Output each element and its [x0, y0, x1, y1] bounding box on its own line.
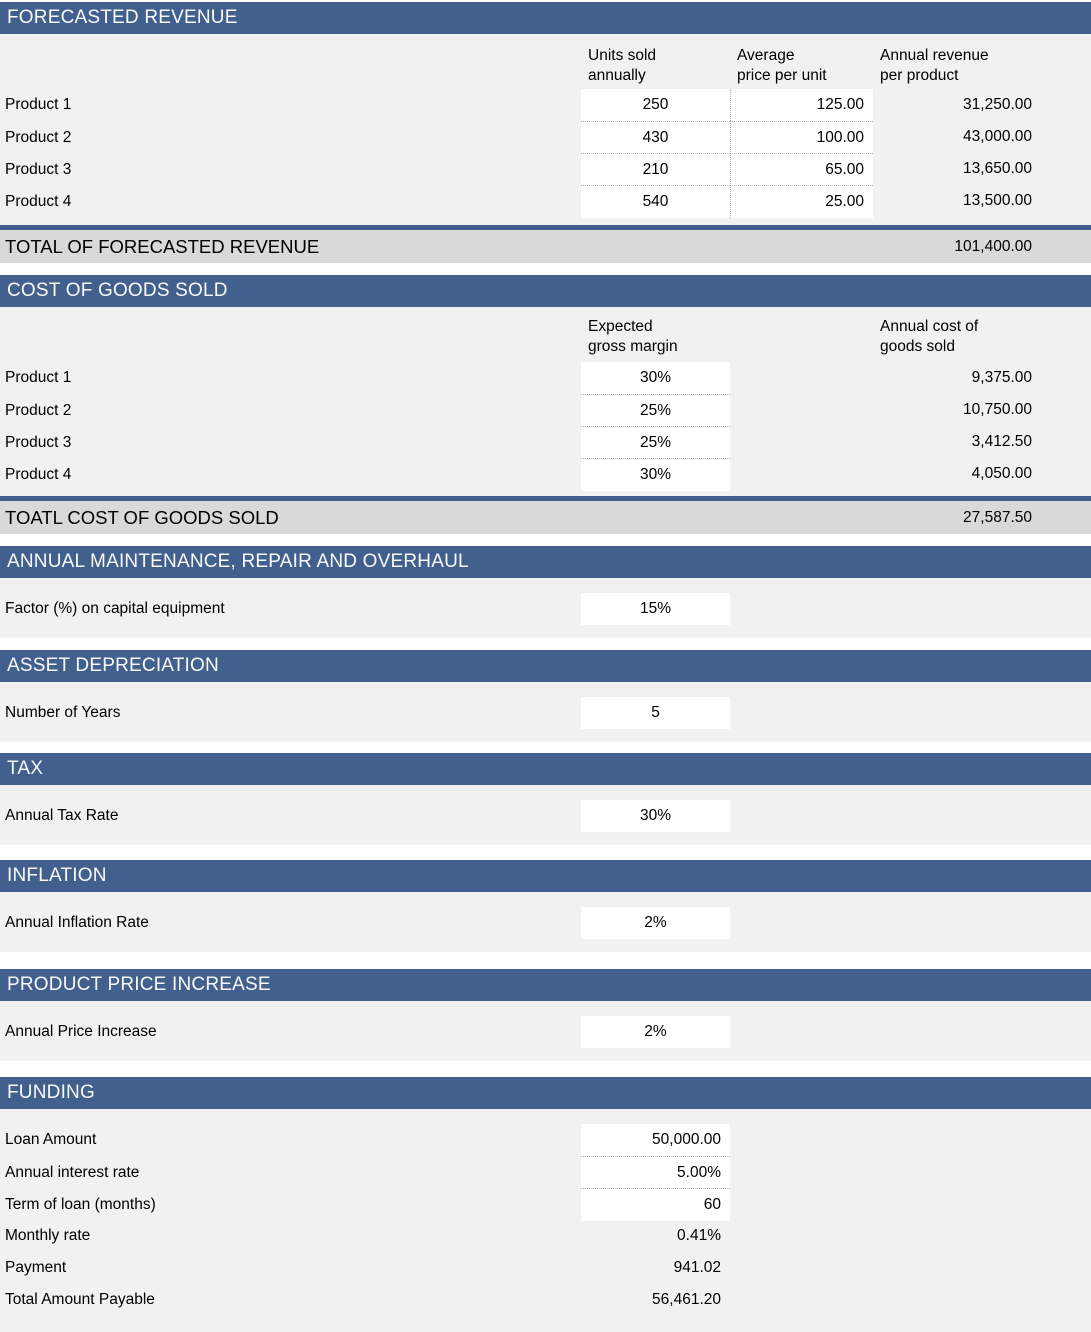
column-header-row: [0, 34, 1091, 89]
units-sold-cell[interactable]: 430: [581, 121, 730, 154]
section-cost-of-goods-sold: [0, 275, 1091, 496]
section-funding: [0, 1077, 1091, 1332]
annual-cost-value: 10,750.00: [963, 401, 1032, 418]
monthly-rate-value: 0.41%: [677, 1227, 721, 1244]
row-label: Product 3: [5, 160, 72, 178]
row-label: Annual Price Increase: [5, 1023, 157, 1040]
annual-tax-rate-cell[interactable]: 30%: [581, 800, 730, 832]
units-sold-cell[interactable]: 540: [581, 185, 730, 218]
column-header-annual-cost: Annual cost of goods sold: [880, 318, 979, 355]
section-header-annual-maintenance: [0, 546, 1091, 578]
table-row-product-3: [0, 153, 1091, 185]
row-label: Product 2: [5, 401, 72, 419]
table-row-number-of-years: [0, 697, 1091, 729]
total-label: TOATL COST OF GOODS SOLD: [5, 506, 279, 528]
section-asset-depreciation: [0, 650, 1091, 742]
row-label: Annual Inflation Rate: [5, 914, 149, 931]
section-header-inflation: [0, 860, 1091, 892]
price-per-unit-cell[interactable]: 65.00: [730, 153, 873, 186]
row-label: Product 1: [5, 369, 72, 386]
price-per-unit-cell[interactable]: 125.00: [730, 89, 873, 121]
maintenance-factor-cell[interactable]: 15%: [581, 593, 730, 625]
section-header-product-price-increase: [0, 969, 1091, 1001]
total-value: 101,400.00: [954, 237, 1032, 255]
section-annual-maintenance: [0, 546, 1091, 638]
section-product-price-increase: [0, 969, 1091, 1061]
section-title: COST OF GOODS SOLD: [7, 280, 228, 301]
section-inflation: [0, 860, 1091, 952]
annual-inflation-rate-cell[interactable]: 2%: [581, 907, 730, 939]
table-row-annual-inflation-rate: [0, 907, 1091, 939]
payment-value: 941.02: [673, 1259, 721, 1276]
table-row-product-4: [0, 185, 1091, 217]
annual-revenue-value: 43,000.00: [963, 128, 1032, 145]
row-label: Payment: [5, 1259, 67, 1276]
row-label: Product 2: [5, 128, 72, 146]
row-label: Number of Years: [5, 704, 121, 721]
total-label: TOTAL OF FORECASTED REVENUE: [5, 235, 320, 257]
column-header-annual-revenue: Annual revenue per product: [880, 47, 989, 84]
annual-cost-value: 4,050.00: [971, 465, 1032, 482]
table-row-product-2: [0, 121, 1091, 153]
table-row-monthly-rate: [0, 1220, 1091, 1252]
table-row-product-3: [0, 426, 1091, 458]
section-header-forecasted-revenue: [0, 2, 1091, 34]
table-row-total-amount-payable: [0, 1284, 1091, 1316]
annual-cost-value: 3,412.50: [971, 433, 1032, 450]
table-row-payment: [0, 1252, 1091, 1284]
row-label: Term of loan (months): [5, 1195, 156, 1213]
row-label: Product 4: [5, 465, 72, 483]
table-row-product-2: [0, 394, 1091, 426]
annual-revenue-value: 31,250.00: [963, 96, 1032, 113]
section-title: FORECASTED REVENUE: [7, 7, 238, 28]
annual-price-increase-cell[interactable]: 2%: [581, 1016, 730, 1048]
row-label: Monthly rate: [5, 1227, 91, 1244]
row-label: Factor (%) on capital equipment: [5, 600, 225, 617]
table-row-term-of-loan: [0, 1188, 1091, 1220]
row-label: Loan Amount: [5, 1131, 97, 1148]
section-title: INFLATION: [7, 865, 107, 886]
total-cost-of-goods-sold-row: [0, 496, 1091, 534]
column-header-average-price: Average price per unit: [737, 47, 827, 84]
number-of-years-cell[interactable]: 5: [581, 697, 730, 729]
annual-interest-rate-cell[interactable]: 5.00%: [581, 1156, 730, 1189]
annual-cost-value: 9,375.00: [971, 369, 1032, 386]
section-header-funding: [0, 1077, 1091, 1109]
section-header-tax: [0, 753, 1091, 785]
total-value: 27,587.50: [963, 508, 1032, 526]
table-row-loan-amount: [0, 1124, 1091, 1156]
table-row-product-1: [0, 362, 1091, 394]
section-title: ANNUAL MAINTENANCE, REPAIR AND OVERHAUL: [7, 551, 469, 572]
table-row-annual-price-increase: [0, 1016, 1091, 1048]
total-amount-payable-value: 56,461.20: [652, 1291, 721, 1308]
table-row-annual-tax-rate: [0, 800, 1091, 832]
row-label: Annual interest rate: [5, 1163, 140, 1181]
column-header-row: [0, 307, 1091, 362]
price-per-unit-cell[interactable]: 100.00: [730, 121, 873, 154]
row-label: Product 1: [5, 96, 72, 113]
gross-margin-cell[interactable]: 30%: [581, 458, 730, 491]
gross-margin-cell[interactable]: 25%: [581, 394, 730, 427]
table-row-product-4: [0, 458, 1091, 490]
section-title: PRODUCT PRICE INCREASE: [7, 974, 271, 995]
term-of-loan-cell[interactable]: 60: [581, 1188, 730, 1221]
row-label: Product 3: [5, 433, 72, 451]
units-sold-cell[interactable]: 250: [581, 89, 730, 121]
annual-revenue-value: 13,500.00: [963, 192, 1032, 209]
column-header-gross-margin: Expected gross margin: [588, 318, 678, 355]
gross-margin-cell[interactable]: 25%: [581, 426, 730, 459]
section-title: TAX: [7, 758, 44, 779]
column-header-units-sold: Units sold annually: [588, 47, 657, 84]
row-label: Annual Tax Rate: [5, 807, 119, 824]
section-title: ASSET DEPRECIATION: [7, 655, 219, 676]
gross-margin-cell[interactable]: 30%: [581, 362, 730, 394]
price-per-unit-cell[interactable]: 25.00: [730, 185, 873, 218]
row-label: Product 4: [5, 192, 72, 210]
table-row-maintenance-factor: [0, 593, 1091, 625]
total-forecasted-revenue-row: [0, 225, 1091, 263]
row-label: Total Amount Payable: [5, 1291, 155, 1308]
section-tax: [0, 753, 1091, 845]
section-header-cost-of-goods-sold: [0, 275, 1091, 307]
section-forecasted-revenue: [0, 2, 1091, 225]
table-row-product-1: [0, 89, 1091, 121]
section-title: FUNDING: [7, 1082, 95, 1103]
units-sold-cell[interactable]: 210: [581, 153, 730, 186]
loan-amount-cell[interactable]: 50,000.00: [581, 1124, 730, 1156]
table-row-annual-interest-rate: [0, 1156, 1091, 1188]
section-header-asset-depreciation: [0, 650, 1091, 682]
annual-revenue-value: 13,650.00: [963, 160, 1032, 177]
